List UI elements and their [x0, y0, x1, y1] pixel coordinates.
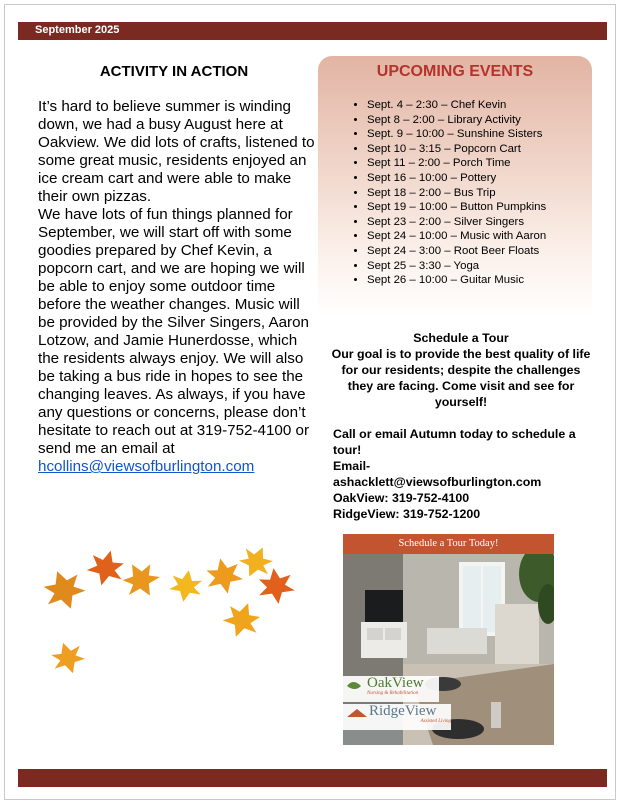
tour-goal: Our goal is to provide the best quality of life for our residents; despite the challenges they are facing. Come visit and see for yourself! [331, 347, 591, 409]
upcoming-events-box [318, 56, 592, 318]
tour-heading-block [330, 330, 592, 410]
oakview-phone: OakView: 319-752-4100 [333, 491, 470, 505]
leaf-icon [256, 566, 297, 607]
tour-contact-block [333, 426, 603, 522]
event-item: • Sept 11 – 2:00 – Porch Time [367, 156, 546, 171]
autumn-leaves-decoration [36, 540, 306, 680]
event-item: • Sept 25 – 3:30 – Yoga [367, 259, 546, 274]
footer-bar [18, 769, 607, 787]
leaf-icon [84, 546, 128, 590]
leaf-icon [219, 597, 265, 643]
header-date: September 2025 [35, 24, 120, 36]
activity-title: ACTIVITY IN ACTION [99, 63, 249, 80]
tour-call: Call or email Autumn today to schedule a tour! [333, 427, 576, 457]
oakview-logo [367, 676, 437, 697]
tour-email[interactable]: ashacklett@viewsofburlington.com [333, 475, 542, 489]
tour-heading: Schedule a Tour [413, 331, 509, 345]
event-item: • Sept 24 – 3:00 – Root Beer Floats [367, 244, 546, 259]
event-item: • Sept 26 – 10:00 – Guitar Music [367, 273, 546, 288]
photo-banner: Schedule a Tour Today! [343, 534, 554, 554]
ridgeview-logo-sub: Assisted Living [420, 719, 451, 724]
leaf-icon [203, 555, 246, 598]
event-item: • Sept 16 – 10:00 – Pottery [367, 171, 546, 186]
activity-email-link[interactable]: hcollins@viewsofburlington.com [38, 458, 255, 475]
leaf-icon [235, 541, 278, 584]
events-list [348, 98, 546, 288]
tour-photo [343, 534, 554, 745]
ridgeview-logo [369, 704, 451, 725]
event-item: • Sept 10 – 3:15 – Popcorn Cart [367, 142, 546, 157]
activity-body [38, 98, 318, 476]
event-item: • Sept 24 – 10:00 – Music with Aaron [367, 229, 546, 244]
leaf-icon [38, 564, 89, 615]
ridgeview-logo-name: RidgeView [369, 703, 437, 719]
tour-email-label: Email- [333, 459, 371, 473]
leaf-icon [116, 555, 165, 604]
activity-paragraph-1: It’s hard to believe summer is winding down, we had a busy August here at Oakview. We did lots of crafts, listened to some great music, residents enjoyed an ice cream cart and were able to make their own pizzas. [38, 98, 315, 205]
ridgeview-phone: RidgeView: 319-752-1200 [333, 507, 481, 521]
header-bar [18, 22, 607, 40]
event-item: • Sept 18 – 2:00 – Bus Trip [367, 186, 546, 201]
event-item: • Sept. 4 – 2:30 – Chef Kevin [367, 98, 546, 113]
event-item: • Sept 23 – 2:00 – Silver Singers [367, 215, 546, 230]
oakview-logo-sub: Nursing & Rehabilitation [367, 691, 419, 696]
leaf-icon [48, 638, 88, 678]
event-item: • Sept. 9 – 10:00 – Sunshine Sisters [367, 127, 546, 142]
events-title: UPCOMING EVENTS [376, 63, 534, 80]
activity-paragraph-2 [38, 206, 318, 476]
event-item: • Sept 19 – 10:00 – Button Pumpkins [367, 200, 546, 215]
event-item: • Sept 8 – 2:00 – Library Activity [367, 113, 546, 128]
leaf-icon [167, 567, 204, 604]
oakview-logo-name: OakView [367, 675, 424, 691]
activity-paragraph-2-text: We have lots of fun things planned for September, we will start off with some goodies prepared by Chef Kevin, a popcorn cart, and we are hoping we will be able to enjoy some outdoor time before the weather changes. Music will be provided by the Silver Singers, Aaron Lotzow, and Jamie Hunerdosse, which the residents always enjoy. We will also be taking a bus ride in hopes to see the changing leaves. As always, if you have any questions or concerns, please don’t hesitate to reach out at 319-752-4100 or send me an email at [38, 206, 310, 457]
